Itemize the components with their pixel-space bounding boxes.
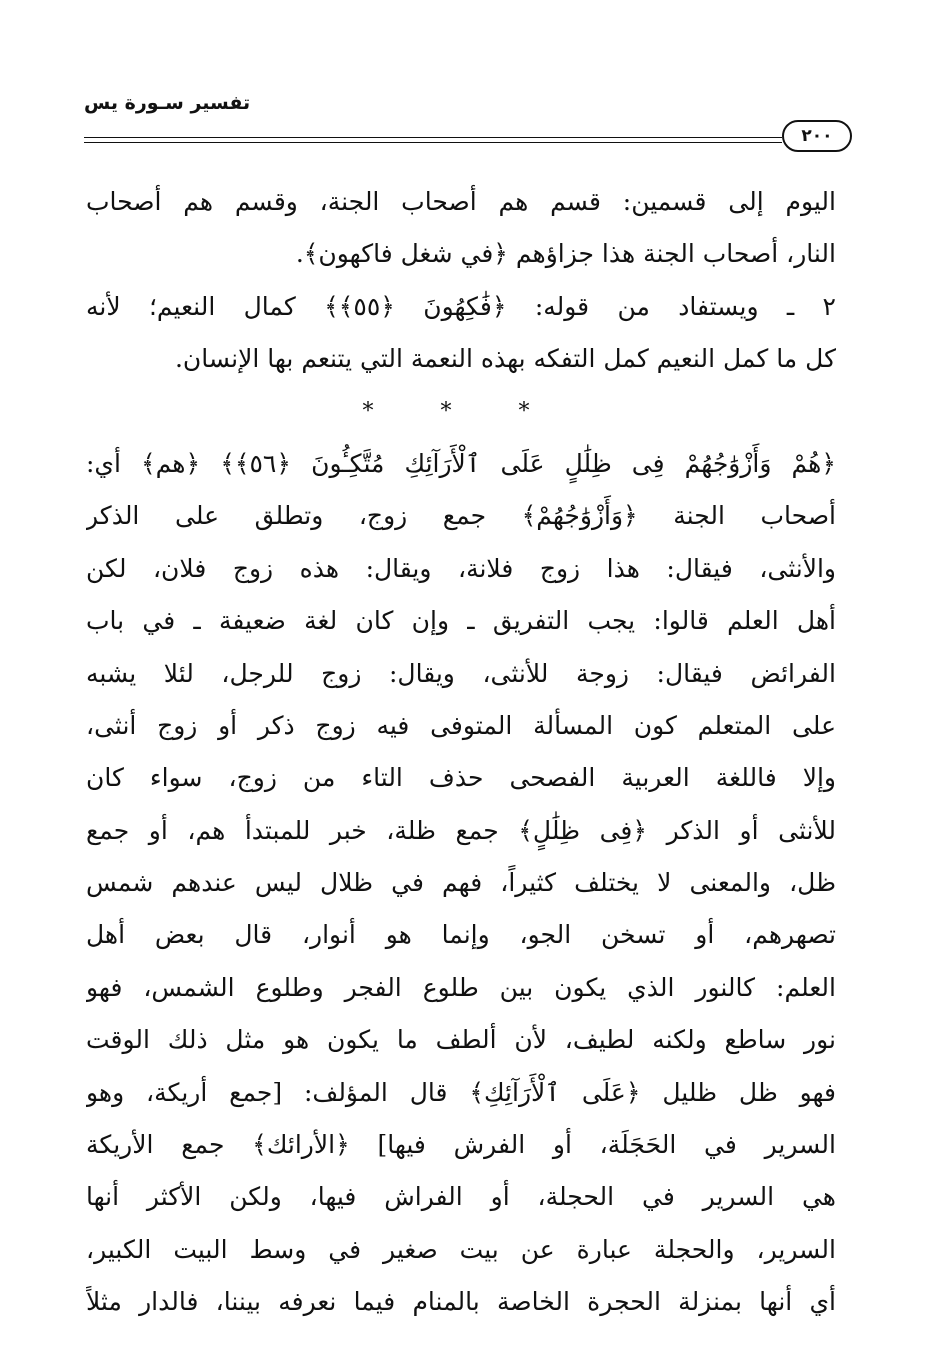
section-separator: * * * <box>362 398 560 424</box>
text-line: نور ساطع ولكنه لطيف، لأن ألطف ما يكون هو مثل ذلك الوقت <box>86 1025 836 1055</box>
text-line: والأنثى، فيقال: هذا زوج فلانة، ويقال: هذه زوج فلان، لكن <box>86 553 836 583</box>
text-line: العلم: كالنور الذي يكون بين طلوع الفجر وطلوع الشمس، فهو <box>86 972 836 1002</box>
text-line: اليوم إلى قسمين: قسم هم أصحاب الجنة، وقسم هم أصحاب <box>86 187 836 216</box>
text-line: أصحاب الجنة ﴿وَأَزْوَٰجُهُمْ﴾ جمع زوج، وتطلق على الذكر <box>86 501 836 531</box>
verse-line: ﴿هُمْ وَأَزْوَٰجُهُمْ فِى ظِلَٰلٍ عَلَى ٱلْأَرَآئِكِ مُتَّكِـُٔونَ ﴿٥٦﴾﴾ ﴿هم﴾ أي: <box>86 448 836 478</box>
text-line: ظل، والمعنى لا يختلف كثيراً، فهم في ظلال ليس عندهم شمس <box>86 868 836 898</box>
text-line: النار، أصحاب الجنة هذا جزاؤهم ﴿في شغل فاكهون﴾. <box>295 239 836 269</box>
body-text <box>86 176 836 1329</box>
text-line: أي أنها بمنزلة الحجرة الخاصة بالمنام فيما نعرفه بيننا، فالدار مثلاً <box>86 1287 836 1317</box>
running-title: تفسير سـورة يس <box>84 92 251 114</box>
header-rule <box>84 137 782 138</box>
text-line: أهل العلم قالوا: يجب التفريق ـ وإن كان لغة ضعيفة ـ في باب <box>86 606 836 636</box>
text-line: السرير، والحجلة عبارة عن بيت صغير في وسط البيت الكبير، <box>86 1234 836 1264</box>
text-line: على المتعلم كون المسألة المتوفى فيه زوج ذكر أو زوج أنثى، <box>86 710 836 740</box>
text-line: السرير في الحَجَلَة، أو الفرش فيها] ﴿الأرائك﴾ جمع الأريكة <box>86 1130 836 1160</box>
text-line: ٢ ـ ويستفاد من قوله: ﴿فَٰكِهُونَ ﴿٥٥﴾﴾ كمال النعيم؛ لأنه <box>86 291 836 321</box>
text-line: تصهرهم، أو تسخن الجو، وإنما هو أنوار، قال بعض أهل <box>86 920 836 950</box>
text-line: فهو ظل ظليل ﴿عَلَى ٱلْأَرَآئِكِ﴾ قال المؤلف: [جمع أريكة، وهو <box>86 1077 836 1107</box>
header-rule-thin <box>84 142 782 143</box>
page-number: ٢٠٠ <box>782 120 852 152</box>
text-line: وإلا فاللغة العربية الفصحى حذف التاء من زوج، سواء كان <box>86 763 836 793</box>
text-line: الفرائض فيقال: زوجة للأنثى، ويقال: زوج للرجل، لئلا يشبه <box>86 658 836 688</box>
text-line: هي السرير في الحجلة، أو الفراش فيها، ولكن الأكثر أنها <box>86 1182 836 1212</box>
text-line: كل ما كمل النعيم كمل التفكه بهذه النعمة التي يتنعم بها الإنسان. <box>174 344 836 374</box>
text-line: للأنثى أو الذكر ﴿فِى ظِلَٰلٍ﴾ جمع ظلة، خبر للمبتدأ هم، أو جمع <box>86 815 836 845</box>
